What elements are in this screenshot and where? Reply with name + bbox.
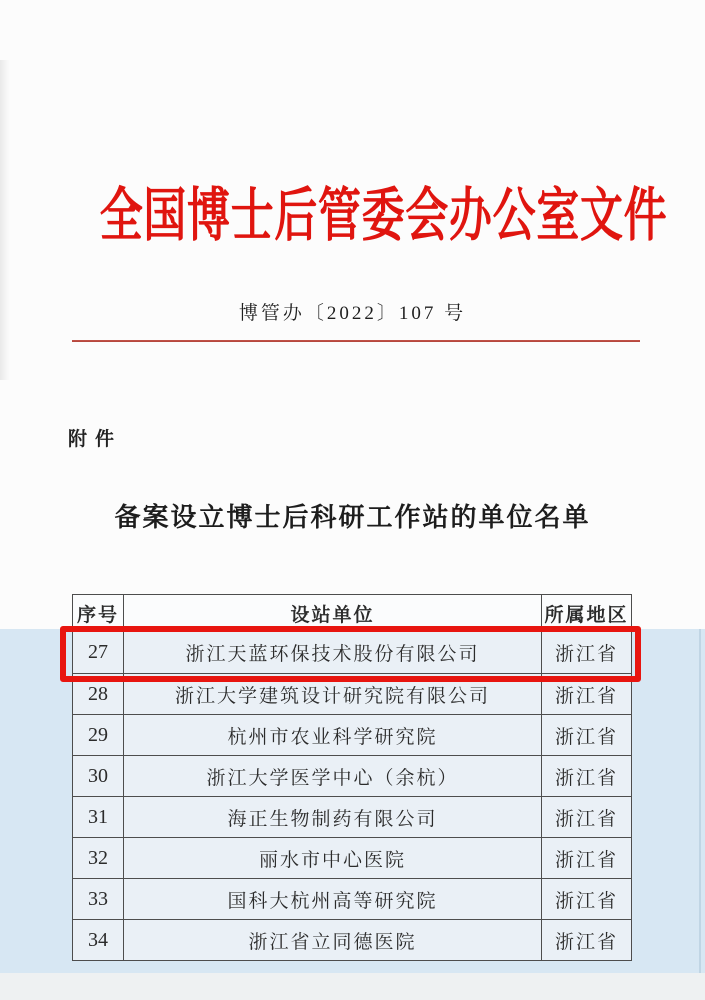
row-unit: 浙江大学建筑设计研究院有限公司: [124, 674, 542, 714]
table-row: [73, 673, 631, 714]
row-unit: 丽水市中心医院: [124, 838, 542, 878]
row-unit: 浙江大学医学中心（余杭）: [124, 756, 542, 796]
attachment-label: 附件: [68, 429, 123, 450]
row-unit: 杭州市农业科学研究院: [124, 715, 542, 755]
row-region: 浙江省: [554, 849, 618, 871]
row-unit: 国科大杭州高等研究院: [124, 879, 542, 919]
row-number: 28: [73, 674, 124, 714]
row-number: 32: [73, 838, 124, 878]
row-region: 浙江省: [554, 767, 618, 789]
table-header-row: [73, 595, 631, 632]
table-row: [73, 632, 631, 673]
row-number: 34: [73, 920, 124, 960]
row-region: 浙江省: [554, 890, 618, 912]
row-region: 浙江省: [554, 808, 618, 830]
scan-edge-line: [699, 629, 701, 973]
column-header-region: 所属地区: [544, 605, 629, 626]
document-header-title: [0, 168, 705, 252]
row-region: 浙江省: [554, 726, 618, 748]
table-row: [73, 796, 631, 837]
column-header-number: 序号: [73, 595, 124, 632]
row-number: 27: [73, 632, 124, 673]
units-table: [72, 594, 632, 961]
table-row: [73, 714, 631, 755]
row-region: 浙江省: [554, 685, 618, 707]
row-unit: 浙江天蓝环保技术股份有限公司: [124, 632, 542, 673]
row-unit: 海正生物制药有限公司: [124, 797, 542, 837]
row-number: 31: [73, 797, 124, 837]
red-divider-rule: [72, 340, 640, 342]
table-row: [73, 755, 631, 796]
row-number: 30: [73, 756, 124, 796]
document-number: 博管办〔2022〕107 号: [238, 303, 467, 324]
column-header-unit: 设站单位: [124, 595, 542, 632]
scan-bottom-band: [0, 973, 705, 1000]
list-title: 备案设立博士后科研工作站的单位名单: [114, 503, 591, 532]
table-row: [73, 878, 631, 919]
table-row: [73, 919, 631, 960]
row-number: 33: [73, 879, 124, 919]
row-number: 29: [73, 715, 124, 755]
row-unit: 浙江省立同德医院: [124, 920, 542, 960]
table-row: [73, 837, 631, 878]
row-region: 浙江省: [554, 931, 618, 953]
document-header-title-text: 全国博士后管委会办公室文件: [99, 183, 668, 248]
row-region: 浙江省: [554, 644, 618, 665]
